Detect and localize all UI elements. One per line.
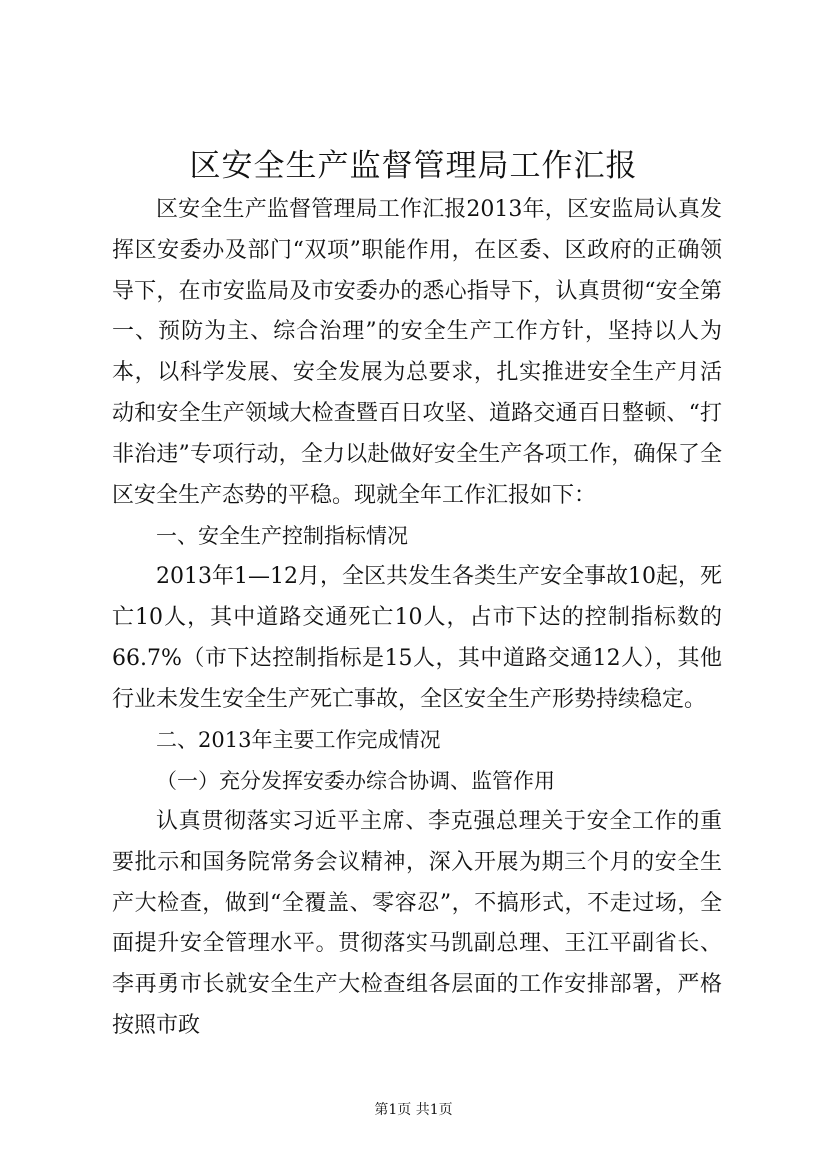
work-paragraph: 认真贯彻落实习近平主席、李克强总理关于安全工作的重要批示和国务院常务会议精神，深入开展为期三个月的安全生产大检查，做到“全覆盖、零容忍”，不搞形式，不走过场，全面提升安全管理水平。贯彻落实马凯副总理、王江平副省长、李再勇市长就安全生产大检查组各层面的工作安排部署，严格按照市政	[112, 808, 722, 1038]
document-body	[112, 190, 722, 1047]
subsection-heading-1: （一）充分发挥安委办综合协调、监管作用	[156, 769, 555, 794]
indicator-paragraph: 2013年1—12月，全区共发生各类生产安全事故10起，死亡10人，其中道路交通死亡10人，占市下达的控制指标数的66.7%（市下达控制指标是15人，其中道路交通12人），其他行业未发生安全生产死亡事故，全区安全生产形势持续稳定。	[112, 564, 722, 712]
document-title: 区安全生产监督管理局工作汇报	[189, 148, 638, 184]
page-number-footer: 第1页 共1页	[374, 1102, 453, 1118]
section-heading-2: 二、2013年主要工作完成情况	[156, 728, 441, 753]
intro-paragraph: 区安全生产监督管理局工作汇报2013年，区安监局认真发挥区安委办及部门“双项”职能作用，在区委、区政府的正确领导下，在市安监局及市安委办的悉心指导下，认真贯彻“安全第一、预防为主、综合治理”的安全生产工作方针，坚持以人为本，以科学发展、安全发展为总要求，扎实推进安全生产月活动和安全生产领域大检查暨百日攻坚、道路交通百日整顿、“打非治违”专项行动，全力以赴做好安全生产各项工作，确保了全区安全生产态势的平稳。现就全年工作汇报如下：	[112, 197, 722, 508]
section-heading-1: 一、安全生产控制指标情况	[156, 524, 408, 549]
